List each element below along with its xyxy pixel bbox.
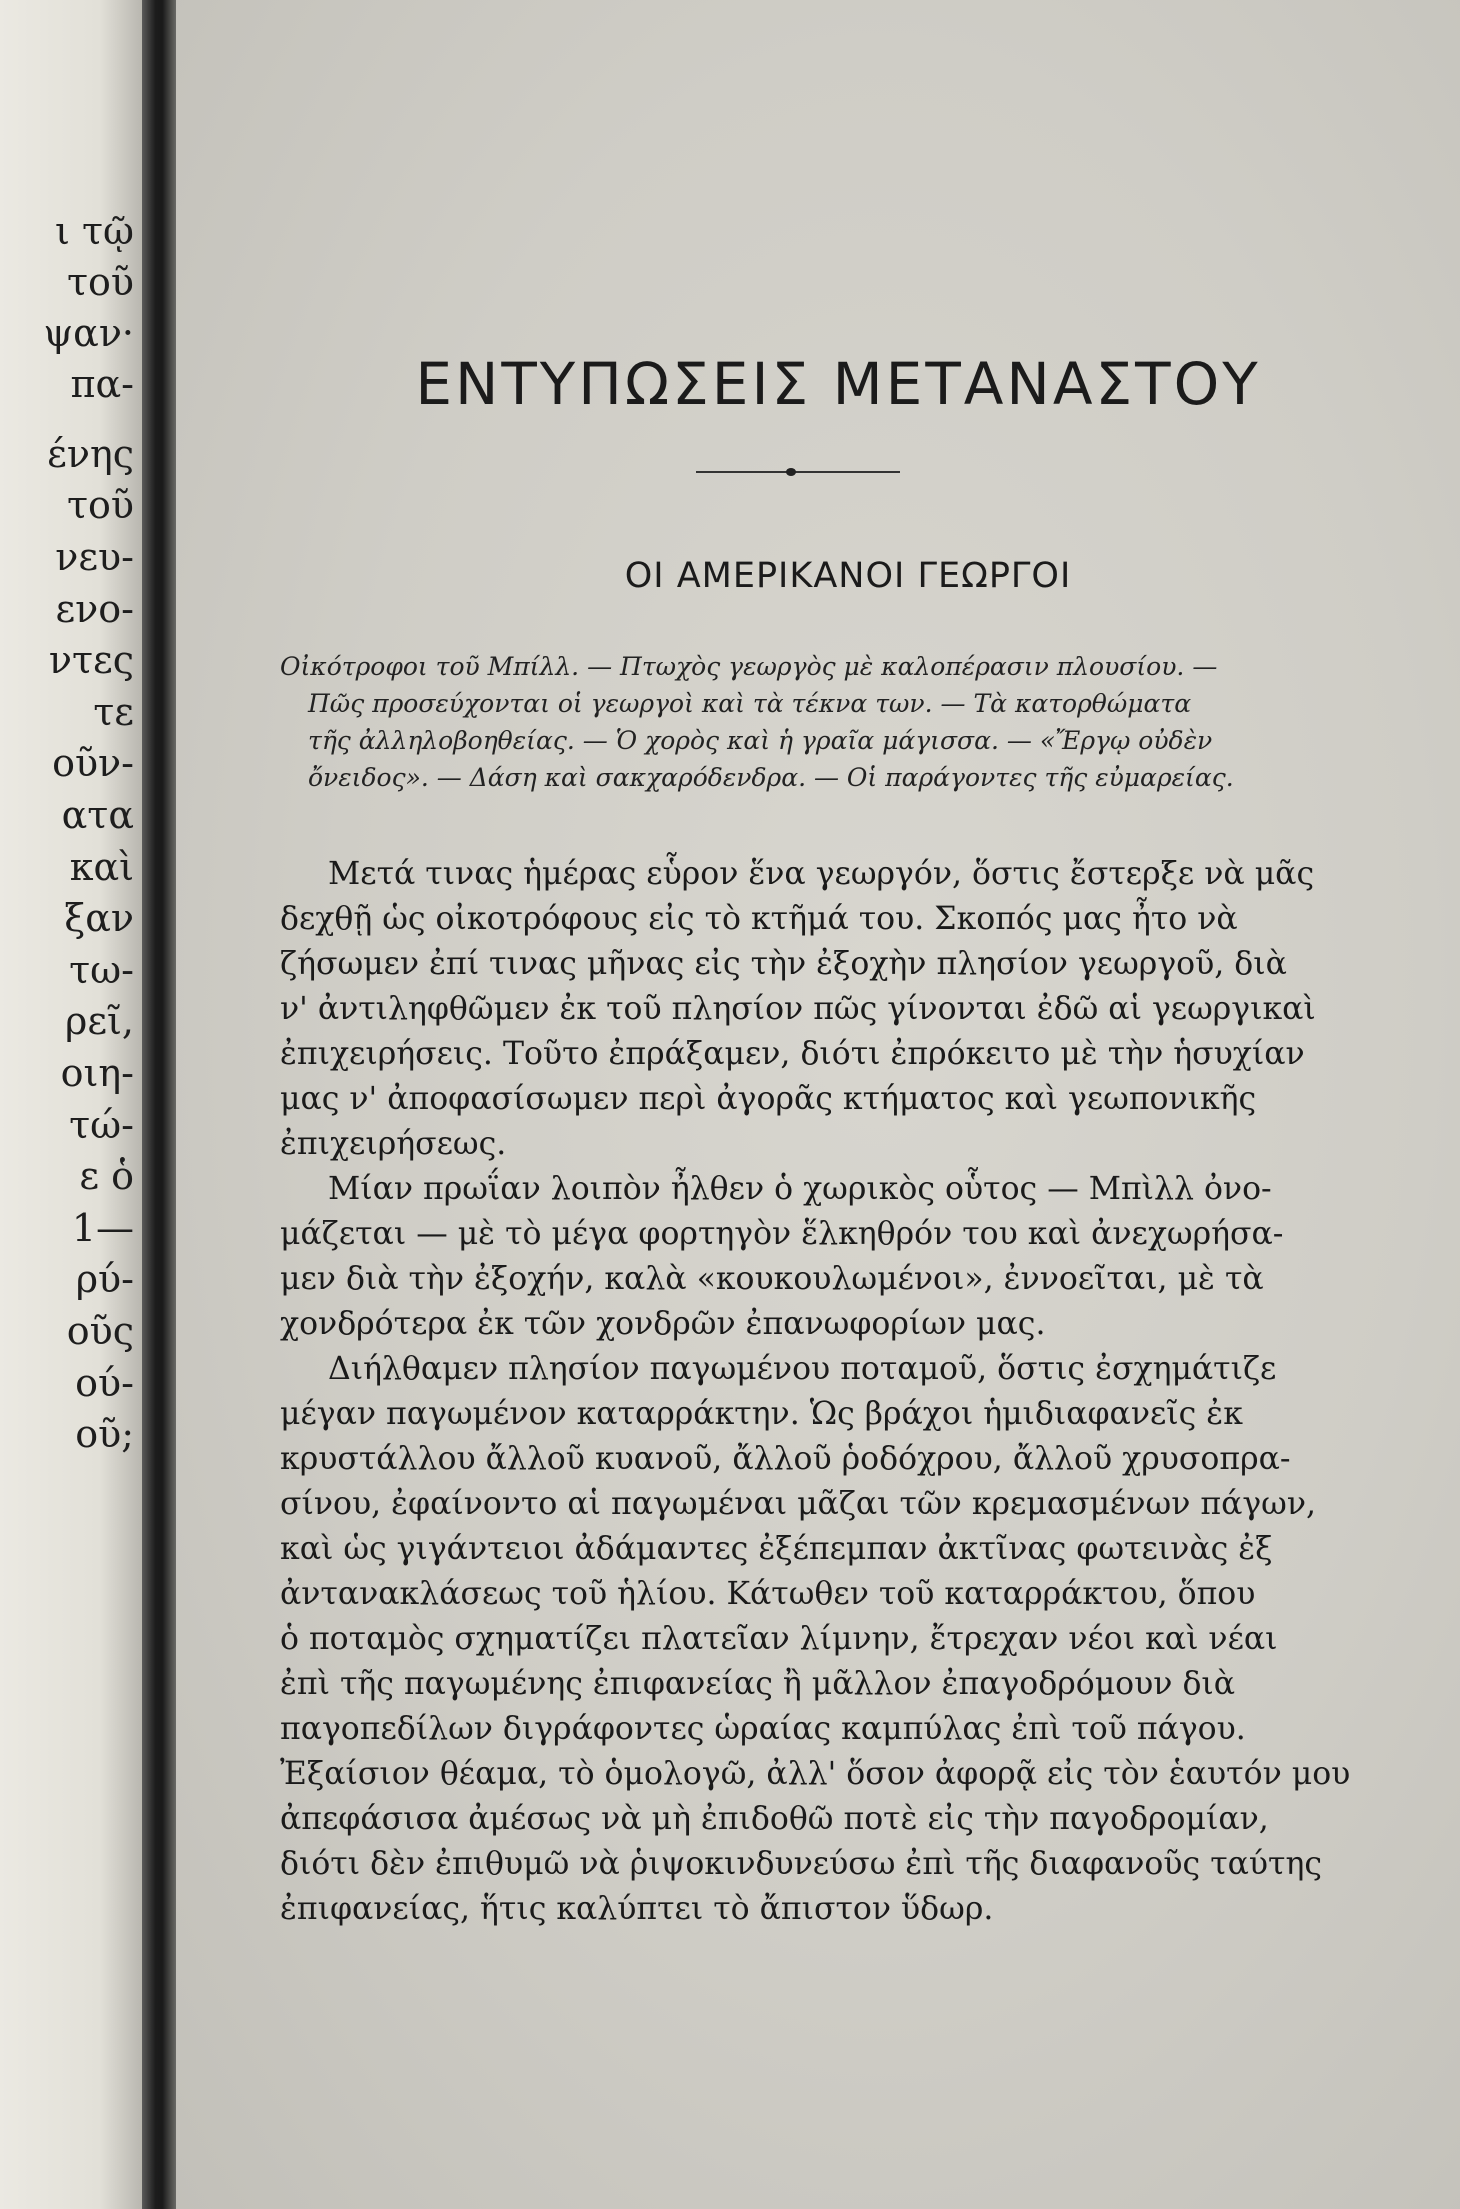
facing-page-fragment: ού- <box>75 1361 134 1405</box>
title-divider <box>696 471 900 473</box>
article-subtitle: ΟΙ ΑΜΕΡΙΚΑΝΟΙ ΓΕΩΡΓΟΙ <box>624 556 1072 596</box>
facing-page-fragment: οιη- <box>60 1051 134 1095</box>
facing-page-fragment: πα- <box>70 362 134 406</box>
facing-page-fragment: νευ- <box>55 535 134 579</box>
body-line: ὁ ποταμὸς σχηματίζει πλατεῖαν λίμνην, ἔτρεχαν νέοι καὶ νέαι <box>280 1621 1278 1657</box>
facing-page-fragment: ένης <box>47 432 134 476</box>
facing-page-fragment: οῦν- <box>52 741 134 785</box>
facing-page-fragment: ι τῷ <box>55 209 134 253</box>
facing-page-fragment: ε ὁ <box>79 1154 134 1198</box>
facing-page-fragment: 1— <box>71 1206 134 1250</box>
body-line: Μίαν πρωΐαν λοιπὸν ἦλθεν ὁ χωρικὸς οὗτος — Μπὶλλ ὀνο- <box>328 1171 1272 1207</box>
facing-page-fragment: οῦς <box>66 1309 134 1353</box>
summary-line: Οἰκότροφοι τοῦ Μπίλλ. — Πτωχὸς γεωργὸς μὲ καλοπέρασιν πλουσίου. — <box>280 652 1218 681</box>
body-line: ζήσωμεν ἐπί τινας μῆνας εἰς τὴν ἐξοχὴν πλησίον γεωργοῦ, διὰ <box>280 946 1287 982</box>
chapter-summary <box>280 648 1340 796</box>
body-line: ἐπιχειρήσεις. Τοῦτο ἐπράξαμεν, διότι ἐπρόκειτο μὲ τὴν ἡσυχίαν <box>280 1036 1305 1072</box>
facing-page-fragment: ρεῖ, <box>64 999 134 1043</box>
summary-line: τῆς ἀλληλοβοηθείας. — Ὁ χορὸς καὶ ἡ γραῖα μάγισσα. — «Ἔργῳ οὐδὲν <box>308 726 1213 755</box>
body-line: ἀντανακλάσεως τοῦ ἡλίου. Κάτωθεν τοῦ καταρράκτου, ὅπου <box>280 1576 1256 1612</box>
body-line: Μετά τινας ἡμέρας εὗρον ἕνα γεωργόν, ὅστις ἔστερξε νὰ μᾶς <box>328 856 1315 892</box>
body-line: Ἐξαίσιον θέαμα, τὸ ὁμολογῶ, ἀλλ' ὅσον ἀφορᾷ εἰς τὸν ἑαυτόν μου <box>280 1756 1351 1792</box>
book-gutter <box>142 0 176 2209</box>
facing-page-fragment: ψαν· <box>43 311 134 355</box>
body-line: καὶ ὡς γιγάντειοι ἀδάμαντες ἐξέπεμπαν ἀκτῖνας φωτεινὰς ἐξ <box>280 1531 1273 1567</box>
article-title: ΕΝΤΥΠΩΣΕΙΣ ΜΕΤΑΝΑΣΤΟΥ <box>415 350 1261 418</box>
body-line: Διήλθαμεν πλησίον παγωμένου ποταμοῦ, ὅστις ἐσχημάτιζε <box>328 1351 1277 1387</box>
facing-page-fragment: τω- <box>69 948 134 992</box>
summary-line: ὄνειδος». — Δάση καὶ σακχαρόδενδρα. — Οἱ παράγοντες τῆς εὐμαρείας. <box>308 763 1234 792</box>
body-line: ἀπεφάσισα ἀμέσως νὰ μὴ ἐπιδοθῶ ποτὲ εἰς τὴν παγοδρομίαν, <box>280 1801 1269 1837</box>
facing-page-fragment: καὶ <box>69 845 134 889</box>
facing-page-fragment: τώ- <box>69 1103 134 1147</box>
body-line: ἐπιχειρήσεως. <box>280 1126 507 1162</box>
body-line: ἐπὶ τῆς παγωμένης ἐπιφανείας ἢ μᾶλλον ἐπαγοδρόμουν διὰ <box>280 1666 1236 1702</box>
body-line: κρυστάλλου ἄλλοῦ κυανοῦ, ἄλλοῦ ῥοδόχρου, ἄλλοῦ χρυσοπρα- <box>280 1441 1291 1477</box>
body-line: δεχθῇ ὡς οἰκοτρόφους εἰς τὸ κτῆμά του. Σκοπός μας ἦτο νὰ <box>280 901 1238 937</box>
body-line: μάζεται — μὲ τὸ μέγα φορτηγὸν ἕλκηθρόν του καὶ ἀνεχωρήσα- <box>280 1216 1284 1252</box>
summary-line: Πῶς προσεύχονται οἱ γεωργοὶ καὶ τὰ τέκνα των. — Τὰ κατορθώματα <box>308 689 1192 718</box>
facing-page-fragment: ρύ- <box>75 1257 134 1301</box>
facing-page-edge <box>0 0 142 2209</box>
article-body <box>280 852 1360 1932</box>
book-page <box>176 0 1460 2209</box>
body-line: ν' ἀντιληφθῶμεν ἐκ τοῦ πλησίον πῶς γίνονται ἐδῶ αἱ γεωργικαὶ <box>280 991 1316 1027</box>
body-line: χονδρότερα ἐκ τῶν χονδρῶν ἐπανωφορίων μας. <box>280 1306 1046 1342</box>
facing-page-fragment: ενο- <box>55 587 134 631</box>
facing-page-fragment: τε <box>93 690 134 734</box>
facing-page-fragment: τοῦ <box>66 260 134 304</box>
facing-page-fragment: ξαν <box>64 896 134 940</box>
body-line: μεν διὰ τὴν ἐξοχήν, καλὰ «κουκουλωμένοι», ἐννοεῖται, μὲ τὰ <box>280 1261 1264 1297</box>
body-line: παγοπεδίλων διγράφοντες ὡραίας καμπύλας ἐπὶ τοῦ πάγου. <box>280 1711 1246 1747</box>
facing-page-fragment: οῦ; <box>75 1412 134 1456</box>
body-line: σίνου, ἐφαίνοντο αἱ παγωμέναι μᾶζαι τῶν κρεμασμένων πάγων, <box>280 1486 1317 1522</box>
body-line: ἐπιφανείας, ἥτις καλύπτει τὸ ἄπιστον ὕδωρ. <box>280 1891 994 1927</box>
body-line: μας ν' ἀποφασίσωμεν περὶ ἀγορᾶς κτήματος καὶ γεωπονικῆς <box>280 1081 1257 1117</box>
body-line: μέγαν παγωμένον καταρράκτην. Ὡς βράχοι ἡμιδιαφανεῖς ἐκ <box>280 1396 1243 1432</box>
body-line: διότι δὲν ἐπιθυμῶ νὰ ῥιψοκινδυνεύσω ἐπὶ τῆς διαφανοῦς ταύτης <box>280 1846 1322 1882</box>
facing-page-fragment: ντες <box>48 638 134 682</box>
facing-page-fragment: τοῦ <box>66 483 134 527</box>
facing-page-fragment: ατα <box>61 793 134 837</box>
